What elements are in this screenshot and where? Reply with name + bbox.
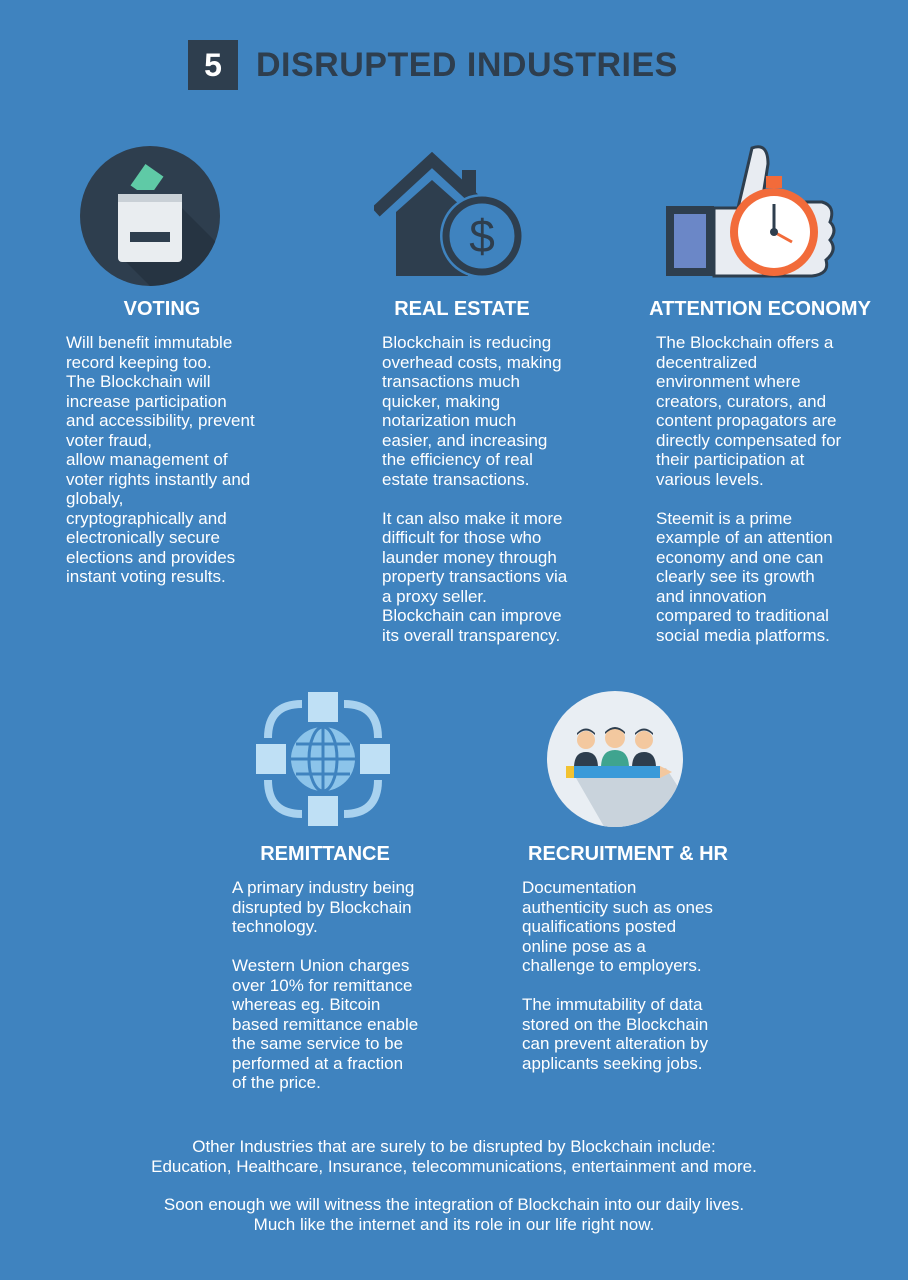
page-header — [188, 40, 678, 90]
footer-other-industries: Other Industries that are surely to be disrupted by Blockchain include: Education, Healthcare, Insurance, telecommunications, entertainment and more. — [151, 1137, 757, 1176]
thumbs-up-stopwatch-icon — [662, 142, 842, 280]
recruitment-hr-heading: RECRUITMENT & HR — [528, 843, 728, 865]
remittance-heading: REMITTANCE — [260, 843, 390, 865]
voting-text: Will benefit immutable record keeping too. The Blockchain will increase participation and accessibility, prevent voter fraud, allow management of voter rights instantly and globaly, cryptographically and electronically secure elections and provides instant voting results. — [66, 333, 255, 586]
house-dollar-icon — [374, 152, 526, 280]
voting-heading: VOTING — [123, 298, 201, 320]
real-estate-text: Blockchain is reducing overhead costs, making transactions much quicker, making notarization much easier, and increasing the efficiency of real estate transactions. It can also make it more difficult for those who launder money through property transactions via a proxy seller. Blockchain can improve its overall transparency. — [382, 333, 568, 645]
section-number-badge: 5 — [188, 40, 238, 90]
real-estate-heading: REAL ESTATE — [394, 298, 530, 320]
people-pencil-icon — [546, 690, 684, 828]
attention-economy-text: The Blockchain offers a decentralized environment where creators, curators, and content propagators are directly compensated for their participation at various levels. Steemit is a prime example of an attention economy and one can clearly see its growth and innovation compared to traditional social media platforms. — [656, 333, 842, 645]
footer-conclusion: Soon enough we will witness the integration of Blockchain into our daily lives. Much like the internet and its role in our life right now. — [163, 1195, 745, 1234]
svg-text:$: $ — [469, 210, 495, 262]
attention-economy-heading: ATTENTION ECONOMY — [649, 298, 871, 320]
remittance-text: A primary industry being disrupted by Blockchain technology. Western Union charges over 10% for remittance whereas eg. Bitcoin based remittance enable the same service to be performed at a fraction of the price. — [232, 878, 419, 1092]
globe-network-icon — [254, 690, 392, 828]
recruitment-hr-text: Documentation authenticity such as ones qualifications posted online pose as a challenge to employers. The immutability of data stored on the Blockchain can prevent alteration by applicants seeking jobs. — [522, 878, 713, 1073]
page-title: DISRUPTED INDUSTRIES — [256, 45, 678, 84]
ballot-box-icon — [80, 146, 220, 286]
